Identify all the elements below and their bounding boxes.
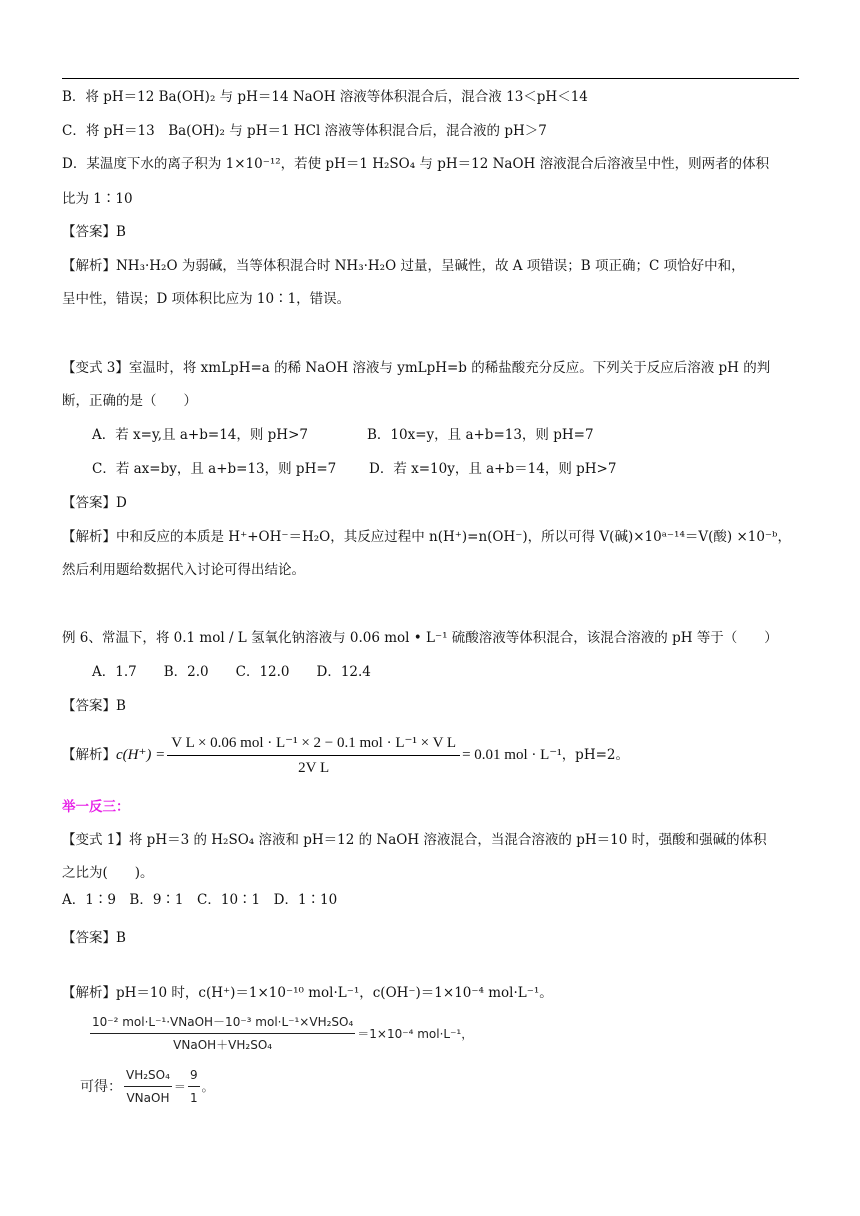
variant-3-line2: 断，正确的是（ ） xyxy=(62,393,197,409)
section-heading: 举一反三： xyxy=(62,799,130,815)
option-d-line1: D．某温度下水的离子积为 1×10⁻¹²，若使 pH＝1 H₂SO₄ 与 pH＝12 NaOH 溶液混合后溶液呈中性，则两者的体积 xyxy=(62,156,770,172)
result-end: 。 xyxy=(201,1079,214,1094)
formula-4-numerator: 10⁻² mol·L⁻¹·VNaOH－10⁻³ mol·L⁻¹×VH₂SO₄ xyxy=(90,1013,355,1034)
explanation-1-line2: 呈中性，错误；D 项体积比应为 10∶1，错误。 xyxy=(62,291,351,307)
explanation-2-line1: 【解析】中和反应的本质是 H⁺+OH⁻＝H₂O，其反应过程中 n(H⁺)=n(OH⁻)，所以可得 V(碱)×10ᵃ⁻¹⁴＝V(酸) ×10⁻ᵇ， xyxy=(62,529,791,545)
variant-3-option-d: D．若 x=10y，且 a+b＝14，则 pH>7 xyxy=(369,461,617,477)
result-value-denominator: 1 xyxy=(189,1091,198,1105)
variant-3-option-a: A．若 x=y,且 a+b=14，则 pH>7 xyxy=(92,427,308,443)
formula-fraction xyxy=(167,734,460,777)
header-rule xyxy=(62,78,799,79)
variant-1-line1: 【变式 1】将 pH＝3 的 H₂SO₄ 溶液和 pH＝12 的 NaOH 溶液混合，当混合溶液的 pH＝10 时，强酸和强碱的体积 xyxy=(62,832,767,848)
variant-1-line2: 之比为( )。 xyxy=(62,865,154,881)
answer-1: 【答案】B xyxy=(62,224,126,240)
result-label: 可得： xyxy=(80,1078,122,1095)
formula-4-denominator: VNaOH＋VH₂SO₄ xyxy=(173,1038,273,1052)
result-equals: ＝ xyxy=(173,1079,186,1094)
result-ratio-denominator: VNaOH xyxy=(126,1091,170,1105)
option-b: B．将 pH＝12 Ba(OH)₂ 与 pH＝14 NaOH 溶液等体积混合后，混合液 13＜pH＜14 xyxy=(62,89,588,105)
explanation-3-label: 【解析】 xyxy=(62,747,116,763)
formula-denominator: 2V L xyxy=(298,759,330,776)
variant-1-options: A．1∶9 B．9∶1 C．10∶1 D．1∶10 xyxy=(62,892,338,908)
result-ratio-fraction xyxy=(124,1066,172,1107)
result-value-numerator: 9 xyxy=(188,1066,200,1087)
explanation-2-line2: 然后利用题给数据代入讨论可得出结论。 xyxy=(62,562,305,578)
answer-4: 【答案】B xyxy=(62,930,126,946)
result-ratio-numerator: VH₂SO₄ xyxy=(124,1066,172,1087)
formula-lhs: c(H⁺) = xyxy=(116,747,166,763)
variant-3-line1: 【变式 3】室温时，将 xmLpH=a 的稀 NaOH 溶液与 ymLpH=b 的稀盐酸充分反应。下列关于反应后溶液 pH 的判 xyxy=(62,360,771,376)
variant-3-option-c: C．若 ax=by，且 a+b=13，则 pH=7 xyxy=(92,461,337,477)
option-d-line2: 比为 1∶10 xyxy=(62,191,133,207)
formula-4-fraction xyxy=(90,1013,355,1054)
formula-4-rhs: ＝1×10⁻⁴ mol·L⁻¹， xyxy=(357,1026,474,1041)
formula-numerator: V L × 0.06 mol · L⁻¹ × 2 − 0.1 mol · L⁻¹ × V L xyxy=(167,734,460,756)
formula-rhs: = 0.01 mol · L⁻¹ xyxy=(462,747,562,763)
option-c: C．将 pH＝13 Ba(OH)₂ 与 pH＝1 HCl 溶液等体积混合后，混合液的 pH＞7 xyxy=(62,123,547,139)
formula-tail: ，pH=2。 xyxy=(561,747,630,763)
example-6-question: 例 6、常温下，将 0.1 mol / L 氢氧化钠溶液与 0.06 mol • L⁻¹ 硫酸溶液等体积混合，该混合溶液的 pH 等于（ ） xyxy=(62,630,778,646)
explanation-3-formula xyxy=(62,734,629,776)
explanation-4-formula xyxy=(88,1013,473,1054)
variant-3-option-b: B．10x=y，且 a+b=13，则 pH=7 xyxy=(367,427,594,443)
answer-2: 【答案】D xyxy=(62,495,127,511)
example-6-options: A．1.7 B．2.0 C．12.0 D．12.4 xyxy=(92,664,371,680)
explanation-4: 【解析】pH＝10 时，c(H⁺)＝1×10⁻¹⁰ mol·L⁻¹，c(OH⁻)＝1×10⁻⁴ mol·L⁻¹。 xyxy=(62,985,553,1001)
answer-3: 【答案】B xyxy=(62,698,126,714)
result-value-fraction xyxy=(188,1066,200,1107)
explanation-4-result xyxy=(80,1066,214,1107)
explanation-1-line1: 【解析】NH₃·H₂O 为弱碱，当等体积混合时 NH₃·H₂O 过量，呈碱性，故 A 项错误；B 项正确；C 项恰好中和， xyxy=(62,258,745,274)
